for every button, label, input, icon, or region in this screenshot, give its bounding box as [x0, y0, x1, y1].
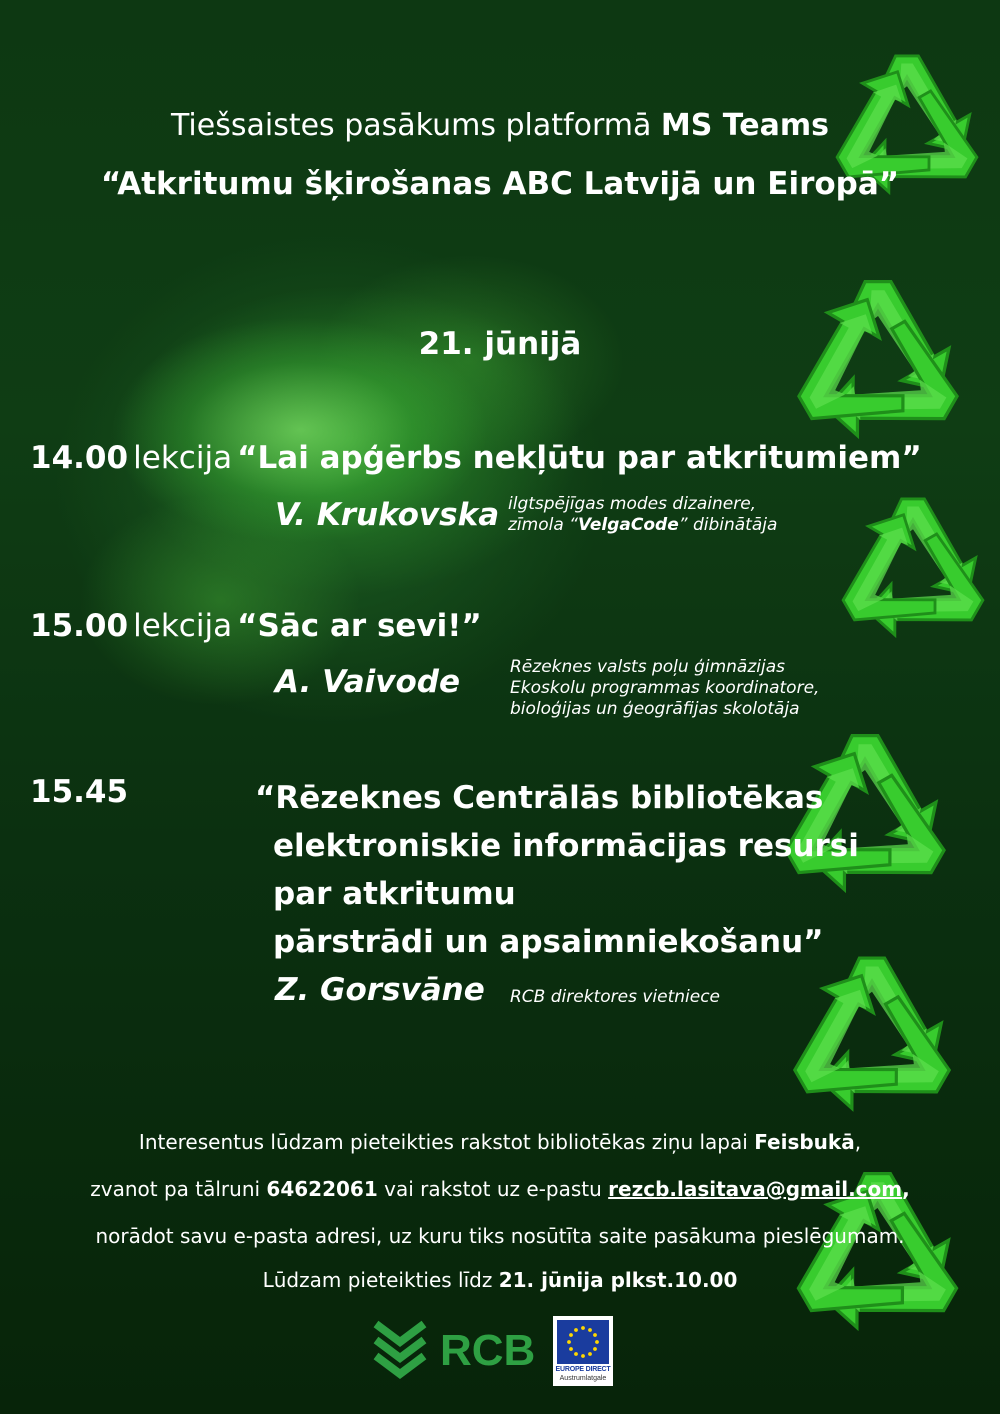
title-line: “Rēzeknes Centrālās bibliotēkas — [255, 780, 824, 816]
note-text: ” dibinātāja — [678, 515, 778, 535]
event-title: “Atkritumu šķirošanas ABC Latvijā un Eiropā” — [100, 166, 900, 202]
europe-direct-logo — [553, 1316, 613, 1386]
lecture-1-heading — [30, 440, 922, 476]
lecture-title: “Sāc ar sevi!” — [237, 608, 482, 644]
lecture-2-heading — [30, 608, 482, 644]
lecture-time: 14.00 — [30, 440, 129, 476]
rcb-logo — [370, 1320, 542, 1382]
info-text: , — [902, 1177, 910, 1201]
lecture-type: lekcija — [133, 608, 233, 644]
lecture-3-time: 15.45 — [30, 774, 129, 810]
lecture-3-speaker-note: RCB direktores vietniece — [510, 987, 721, 1007]
platform-name: MS Teams — [660, 108, 829, 143]
facebook-label: Feisbukā — [754, 1130, 855, 1154]
info-text: Lūdzam pieteikties līdz — [262, 1268, 499, 1292]
lecture-time: 15.00 — [30, 608, 129, 644]
event-date: 21. jūnijā — [418, 326, 582, 362]
speaker-note-line: ilgtspējīgas modes dizainere, — [508, 494, 757, 514]
lecture-1-speaker: V. Krukovska — [275, 497, 500, 533]
eu-region-label: Austrumlatgale — [559, 1375, 607, 1382]
lecture-1-speaker-note — [508, 494, 777, 536]
info-text: zvanot pa tālruni — [90, 1177, 267, 1201]
speaker-note-line: Ekoskolu programmas koordinatore, — [510, 678, 820, 698]
recycle-icon — [818, 478, 1000, 668]
title-line: pārstrādi un apsaimniekošanu” — [273, 924, 824, 960]
deadline: 21. jūnija plkst.10.00 — [498, 1268, 738, 1292]
lecture-2-speaker-note — [510, 657, 819, 720]
phone-number: 64622061 — [266, 1177, 378, 1201]
rcb-chevron-icon — [370, 1320, 432, 1382]
lecture-3-speaker: Z. Gorsvāne — [275, 972, 485, 1008]
lecture-type: lekcija — [133, 440, 233, 476]
email-link[interactable]: rezcb.lasitava@gmail.com — [608, 1177, 903, 1201]
info-line-1 — [0, 1130, 1000, 1154]
info-line-4 — [0, 1268, 1000, 1292]
recycle-icon — [752, 935, 992, 1145]
rcb-label: RCB — [440, 1326, 536, 1375]
eu-direct-label: EUROPE DIRECT — [555, 1366, 611, 1373]
brand-name: VelgaCode — [577, 515, 679, 535]
speaker-note-line: Rēzeknes valsts poļu ģimnāzijas — [510, 657, 785, 677]
info-text: , — [854, 1130, 862, 1154]
info-text: Interesentus lūdzam pieteikties rakstot bibliotēkas ziņu lapai — [138, 1130, 755, 1154]
lecture-2-speaker: A. Vaivode — [275, 664, 460, 700]
lecture-title: “Lai apģērbs nekļūtu par atkritumiem” — [237, 440, 922, 476]
speaker-note-line: bioloģijas un ģeogrāfijas skolotāja — [510, 699, 800, 719]
info-line-2 — [0, 1177, 1000, 1201]
info-text: vai rakstot uz e-pastu — [377, 1177, 609, 1201]
speaker-note-line — [508, 515, 777, 536]
eu-flag-icon — [557, 1320, 609, 1364]
platform-prefix: Tiešsaistes pasākums platformā — [171, 108, 661, 143]
title-line: elektroniskie informācijas resursi — [273, 828, 859, 864]
event-subtitle — [0, 108, 1000, 143]
title-line: par atkritumu — [273, 876, 516, 912]
lecture-3-title — [255, 774, 859, 966]
note-text: zīmola “ — [508, 515, 578, 535]
info-line-3: norādot savu e-pasta adresi, uz kuru tiks nosūtīta saite pasākuma pieslēgumam. — [95, 1224, 905, 1248]
